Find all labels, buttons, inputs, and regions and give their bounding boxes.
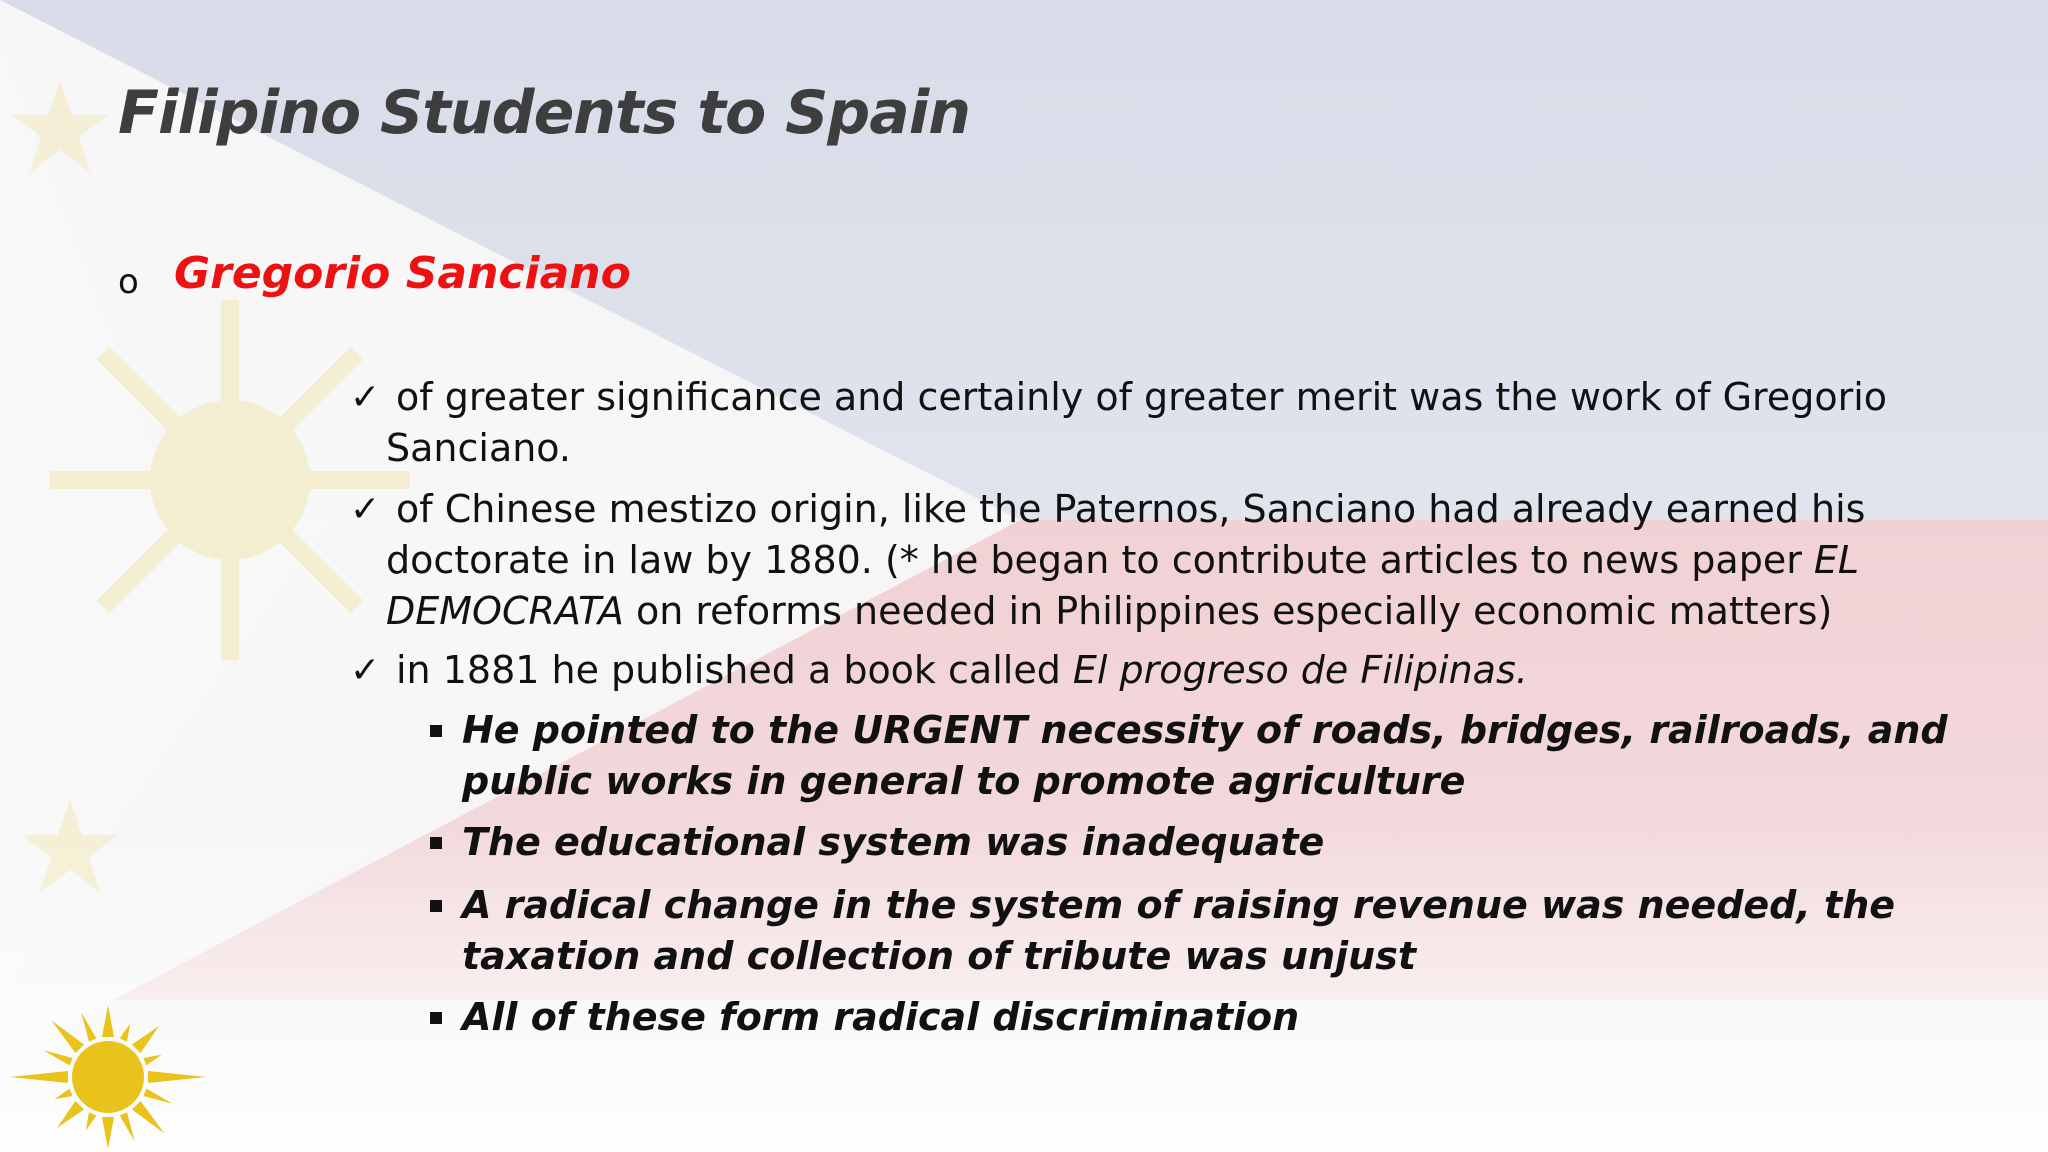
check-icon: ✓ <box>350 650 381 691</box>
subpoint-item <box>422 705 1982 807</box>
point-text: of greater significance and certainly of greater merit was the work of Gregorio Sanciano. <box>386 375 1887 470</box>
square-bullet-icon <box>430 725 442 737</box>
newspaper-name: EL DEMOCRATA <box>386 538 1860 633</box>
square-bullet-icon <box>430 1012 442 1024</box>
person-name: Gregorio Sanciano <box>174 248 631 299</box>
subpoint-item <box>422 880 1982 982</box>
circle-bullet: o <box>118 262 139 302</box>
book-title: El progreso de Filipinas. <box>1072 648 1528 692</box>
point-item <box>350 372 1960 474</box>
subpoint-text: All of these form radical discrimination <box>462 995 1300 1039</box>
subpoint-text: A radical change in the system of raising revenue was needed, the taxation and collection of tribute was unjust <box>462 883 1896 978</box>
point-text-cont: on reforms needed in Philippines especially economic matters) <box>623 589 1833 633</box>
subpoint-item <box>422 992 1982 1043</box>
subpoint-item <box>422 817 1982 868</box>
slide-title: Filipino Students to Spain <box>118 78 970 148</box>
sun-icon <box>0 1002 220 1152</box>
check-icon: ✓ <box>350 377 381 418</box>
point-text: in 1881 he published a book called <box>396 648 1073 692</box>
point-text: of Chinese mestizo origin, like the Paternos, Sanciano had already earned his doctorate in law by 1880. (* he began to contribute articles to news paper <box>386 487 1866 582</box>
subpoint-text: The educational system was inadequate <box>462 820 1325 864</box>
check-icon: ✓ <box>350 489 381 530</box>
point-item <box>350 645 1960 696</box>
square-bullet-icon <box>430 837 442 849</box>
square-bullet-icon <box>430 900 442 912</box>
subpoint-text: He pointed to the URGENT necessity of roads, bridges, railroads, and public works in general to promote agriculture <box>462 708 1948 803</box>
point-item <box>350 484 1960 637</box>
